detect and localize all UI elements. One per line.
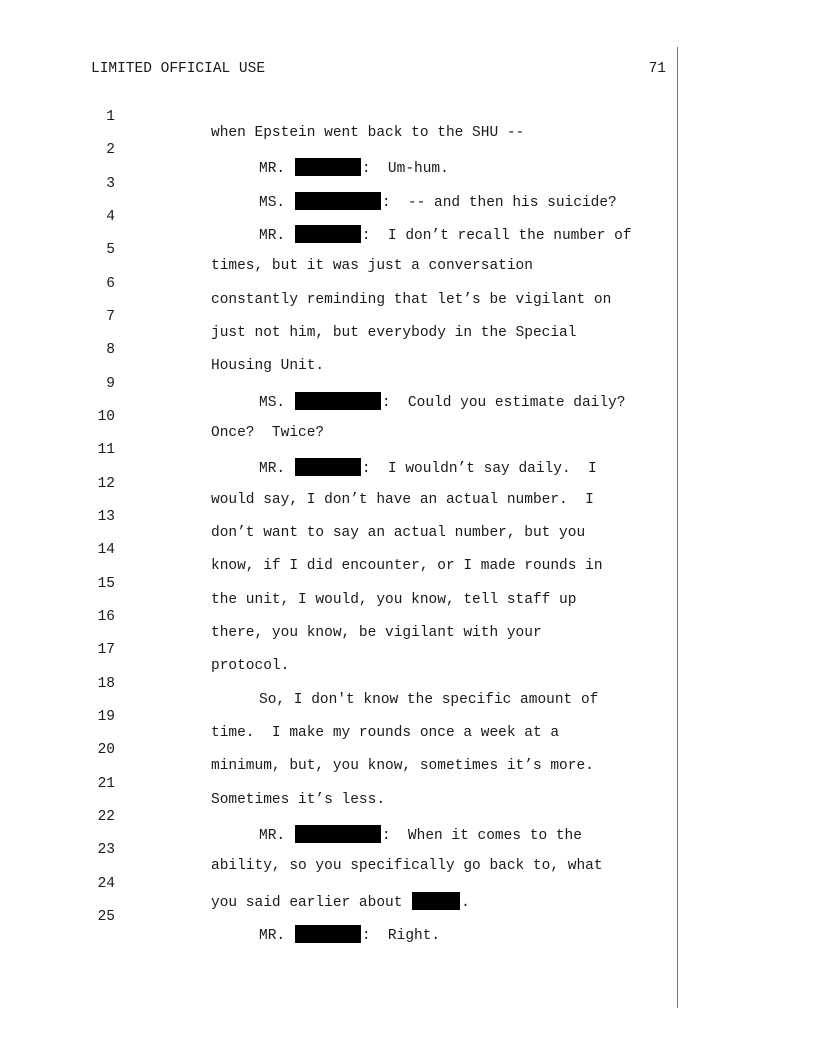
line-number: 16 <box>97 609 115 625</box>
transcript-line <box>0 626 816 674</box>
line-number: 20 <box>97 742 115 758</box>
line-text: ability, so you specifically go back to, what <box>211 858 603 874</box>
line-number: 15 <box>97 576 115 592</box>
speaker-prefix: MR. <box>259 828 294 844</box>
line-text: time. I make my rounds once a week at a <box>211 725 560 741</box>
speaker-prefix: MS. <box>259 195 294 211</box>
line-number: 12 <box>97 476 115 492</box>
line-text: would say, I don’t have an actual number. I <box>211 492 594 508</box>
line-number: 3 <box>106 176 115 192</box>
line-number: 6 <box>106 276 115 292</box>
line-number: 5 <box>106 242 115 258</box>
speaker-prefix: MR. <box>259 928 294 944</box>
line-text: So, I don't know the specific amount of <box>259 692 599 708</box>
line-text: Once? Twice? <box>211 425 325 441</box>
line-text: don’t want to say an actual number, but you <box>211 525 586 541</box>
transcript-line <box>0 326 816 374</box>
line-number: 22 <box>97 809 115 825</box>
line-number: 1 <box>106 109 115 125</box>
speaker-prefix: MS. <box>259 395 294 411</box>
transcript-line <box>0 160 816 211</box>
transcript-line <box>0 460 816 508</box>
transcript-line <box>0 826 816 874</box>
classification-header: LIMITED OFFICIAL USE <box>91 61 266 77</box>
line-text: protocol. <box>211 658 290 674</box>
transcript-line <box>0 526 816 574</box>
transcript-line <box>0 193 816 244</box>
line-number: 25 <box>97 909 115 925</box>
speaker-prefix: MR. <box>259 228 294 244</box>
transcript-line <box>0 93 816 141</box>
line-number: 4 <box>106 209 115 225</box>
transcript-line <box>0 760 816 808</box>
transcript-line <box>0 293 816 341</box>
line-number: 17 <box>97 642 115 658</box>
line-number: 8 <box>106 342 115 358</box>
transcript-line <box>0 693 816 741</box>
transcript-line <box>0 126 816 177</box>
line-number: 11 <box>97 442 115 458</box>
line-text: know, if I did encounter, or I made rounds in <box>211 558 603 574</box>
line-number: 24 <box>97 876 115 892</box>
speech-text: : -- and then his suicide? <box>381 195 617 211</box>
speech-text: : Could you estimate daily? <box>381 395 626 411</box>
line-suffix: . <box>461 895 470 911</box>
transcript-line <box>0 426 816 477</box>
line-text: times, but it was just a conversation <box>211 258 533 274</box>
line-number: 10 <box>97 409 115 425</box>
transcript-line <box>0 793 816 844</box>
speech-text: : I wouldn’t say daily. I <box>361 461 597 477</box>
line-text: constantly reminding that let’s be vigilant on <box>211 292 612 308</box>
line-text: the unit, I would, you know, tell staff up <box>211 592 577 608</box>
line-text: Housing Unit. <box>211 358 325 374</box>
line-number: 9 <box>106 376 115 392</box>
speaker-prefix: MR. <box>259 161 294 177</box>
line-text <box>259 925 440 944</box>
transcript-line <box>0 360 816 411</box>
transcript-line <box>0 860 816 911</box>
speech-text: : When it comes to the <box>381 828 582 844</box>
speech-text: : Right. <box>361 928 441 944</box>
line-text: when Epstein went back to the SHU -- <box>211 125 525 141</box>
transcript-line <box>0 593 816 641</box>
line-number: 21 <box>97 776 115 792</box>
transcript-line <box>0 660 816 708</box>
transcript-line <box>0 393 816 441</box>
line-prefix: you said earlier about <box>211 895 412 911</box>
speech-text: : I don’t recall the number of <box>361 228 632 244</box>
line-number: 7 <box>106 309 115 325</box>
transcript-line <box>0 726 816 774</box>
line-number: 14 <box>97 542 115 558</box>
line-number: 18 <box>97 676 115 692</box>
line-text: Sometimes it’s less. <box>211 792 386 808</box>
line-text: there, you know, be vigilant with your <box>211 625 542 641</box>
redaction-box <box>295 925 361 943</box>
line-text: just not him, but everybody in the Special <box>211 325 577 341</box>
line-text: minimum, but, you know, sometimes it’s more. <box>211 758 594 774</box>
line-number: 23 <box>97 842 115 858</box>
speech-text: : Um-hum. <box>361 161 449 177</box>
transcript-line <box>0 560 816 608</box>
line-number: 19 <box>97 709 115 725</box>
line-number: 13 <box>97 509 115 525</box>
transcript-line <box>0 493 816 541</box>
line-number: 2 <box>106 142 115 158</box>
page-number: 71 <box>648 61 666 77</box>
transcript-line <box>0 893 816 944</box>
transcript-line <box>0 260 816 308</box>
speaker-prefix: MR. <box>259 461 294 477</box>
transcript-line <box>0 226 816 274</box>
